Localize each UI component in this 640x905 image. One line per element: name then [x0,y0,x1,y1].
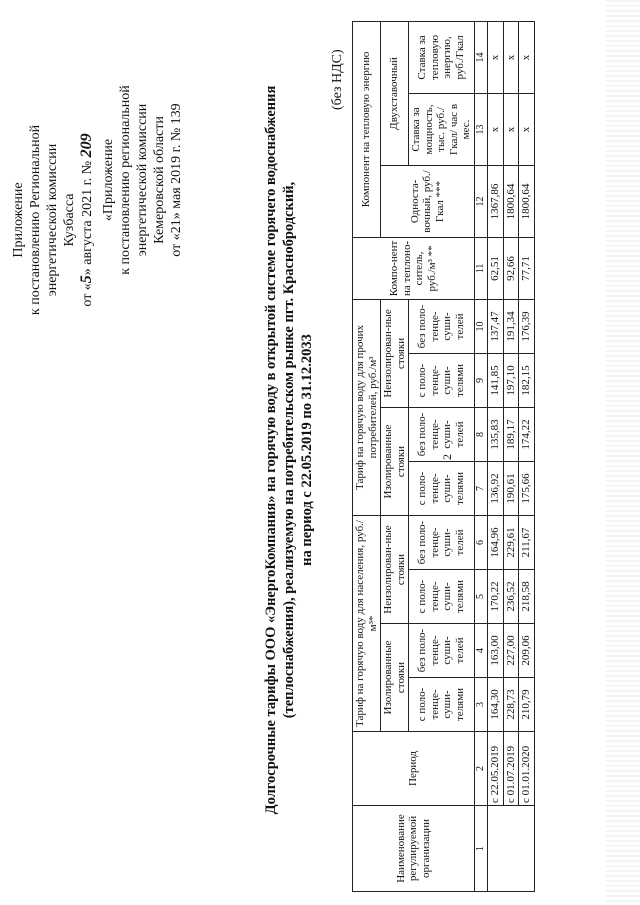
header-with-dryers: с поло-тенце-суши-телями [409,678,475,732]
value-cell: 1800,64 [519,165,535,237]
value-cell: 227,00 [503,624,519,678]
value-cell: 174,22 [519,407,535,461]
header-coolant: Компо-нент на теплоно-ситель, руб./м³ ** [353,237,475,299]
appendix-current-line2: к постановлению Региональной [28,124,43,316]
appendix-current-block [10,100,96,340]
header-pop-non-isolated: Неизолирован-ные стояки [381,515,409,623]
column-number: 4 [474,624,488,678]
value-cell: 182,15 [519,353,535,407]
value-cell: 189,17 [503,407,519,461]
date-middle: » августа 2021 г. № [80,160,95,276]
value-cell: 136,92 [488,461,504,515]
header-energy-rate: Ставка за тепловую энергию, руб./Гкал [409,21,475,93]
header-with-dryers: с поло-тенце-суши-телями [409,570,475,624]
header-oth-non-isolated: Неизолирован-ные стояки [381,299,409,407]
value-cell: 164,96 [488,515,504,569]
value-cell: 228,73 [503,678,519,732]
value-cell: 137,47 [488,299,504,353]
header-one-part: Односта-вочный, руб./Гкал *** [381,165,475,237]
header-org: Наименование регулируемой организации [353,806,475,892]
value-cell: 236,52 [503,570,519,624]
header-row-1 [353,21,381,891]
column-number: 11 [474,237,488,299]
value-cell: 176,39 [519,299,535,353]
column-number: 12 [474,165,488,237]
value-cell: 92,66 [503,237,519,299]
column-number-row [474,21,488,891]
column-number: 7 [474,461,488,515]
value-cell: 77,71 [519,237,535,299]
header-capacity-rate: Ставка за мощность, тыс. руб./ Гкал/ час в мес. [409,93,475,165]
table-row [519,21,535,891]
value-cell: 1800,64 [503,165,519,237]
appendix-current-line3: энергетической комиссии [45,143,60,297]
header-without-dryers: без поло-тенце-суши-телей [409,407,475,461]
header-thermal: Компонент на тепловую энергию [353,21,381,237]
page-number: 2 [440,454,454,460]
value-cell: 229,61 [503,515,519,569]
appendix-previous-line5: от «21» мая 2019 г. № 139 [169,103,184,257]
date-prefix: от « [80,283,95,307]
value-cell: 210,79 [519,678,535,732]
header-other: Тариф на горячую воду для прочих потребителей, руб./м³ [353,299,381,515]
header-population: Тариф на горячую воду для населения, руб./м³* [353,515,381,731]
period-cell: с 22.05.2019 [488,732,504,806]
value-cell: 211,67 [519,515,535,569]
value-cell: 175,66 [519,461,535,515]
appendix-previous-line2: к постановлению региональной [118,85,133,275]
value-cell: 62,51 [488,237,504,299]
appendix-current-date [78,100,96,340]
appendix-previous-line4: Кемеровской области [152,116,167,244]
value-cell: x [488,93,504,165]
column-number: 10 [474,299,488,353]
column-number: 14 [474,21,488,93]
header-without-dryers: без поло-тенце-суши-телей [409,299,475,353]
tariff-table [352,21,535,892]
value-cell: 135,83 [488,407,504,461]
column-number: 9 [474,353,488,407]
value-cell: 209,06 [519,624,535,678]
appendix-previous-line1: «Приложение [101,138,116,222]
header-period: Период [353,732,475,806]
table-row [488,21,504,891]
header-pop-isolated: Изолированные стояки [381,624,409,732]
column-number: 5 [474,570,488,624]
header-with-dryers: с поло-тенце-суши-телями [409,353,475,407]
title-line1: Долгосрочные тарифы ООО «ЭнергоКомпания» на горячую воду в открытой системе горячего водоснабжения [263,85,279,815]
order-number-handwritten: 209 [78,133,95,158]
appendix-previous-block [100,60,185,300]
header-without-dryers: без поло-тенце-суши-телей [409,624,475,678]
vat-note: (без НДС) [330,49,345,110]
column-number: 1 [474,806,488,892]
value-cell: 163,00 [488,624,504,678]
value-cell: x [519,93,535,165]
value-cell: 197,10 [503,353,519,407]
title-line2: (теплоснабжения), реализуемую на потребительском рынке пгт. Краснобродский, [281,181,297,719]
title-line3: на период с 22.05.2019 по 31.12.2033 [299,334,315,566]
column-number: 3 [474,678,488,732]
value-cell: 218,58 [519,570,535,624]
column-number: 8 [474,407,488,461]
appendix-current-line4: Кузбасса [62,193,77,247]
column-number: 13 [474,93,488,165]
value-cell: 1367,86 [488,165,504,237]
value-cell: x [519,21,535,93]
appendix-previous-line3: энергетической комиссии [135,103,150,257]
value-cell: 170,22 [488,570,504,624]
org-cell-empty [488,806,535,892]
value-cell: x [488,21,504,93]
column-number: 2 [474,732,488,806]
value-cell: x [503,21,519,93]
column-number: 6 [474,515,488,569]
value-cell: 164,30 [488,678,504,732]
value-cell: 141,85 [488,353,504,407]
header-oth-isolated: Изолированные стояки [381,407,409,515]
date-day-handwritten: 5 [78,275,95,284]
table-row [503,21,519,891]
header-two-part: Двухставочный [381,21,409,165]
appendix-current-line1: Приложение [11,182,26,258]
value-cell: x [503,93,519,165]
header-with-dryers: с поло-тенце-суши-телями [409,461,475,515]
period-cell: с 01.07.2019 [503,732,519,806]
value-cell: 191,34 [503,299,519,353]
document-title [262,30,316,870]
period-cell: с 01.01.2020 [519,732,535,806]
header-without-dryers: без поло-тенце-суши-телей [409,515,475,569]
value-cell: 190,61 [503,461,519,515]
